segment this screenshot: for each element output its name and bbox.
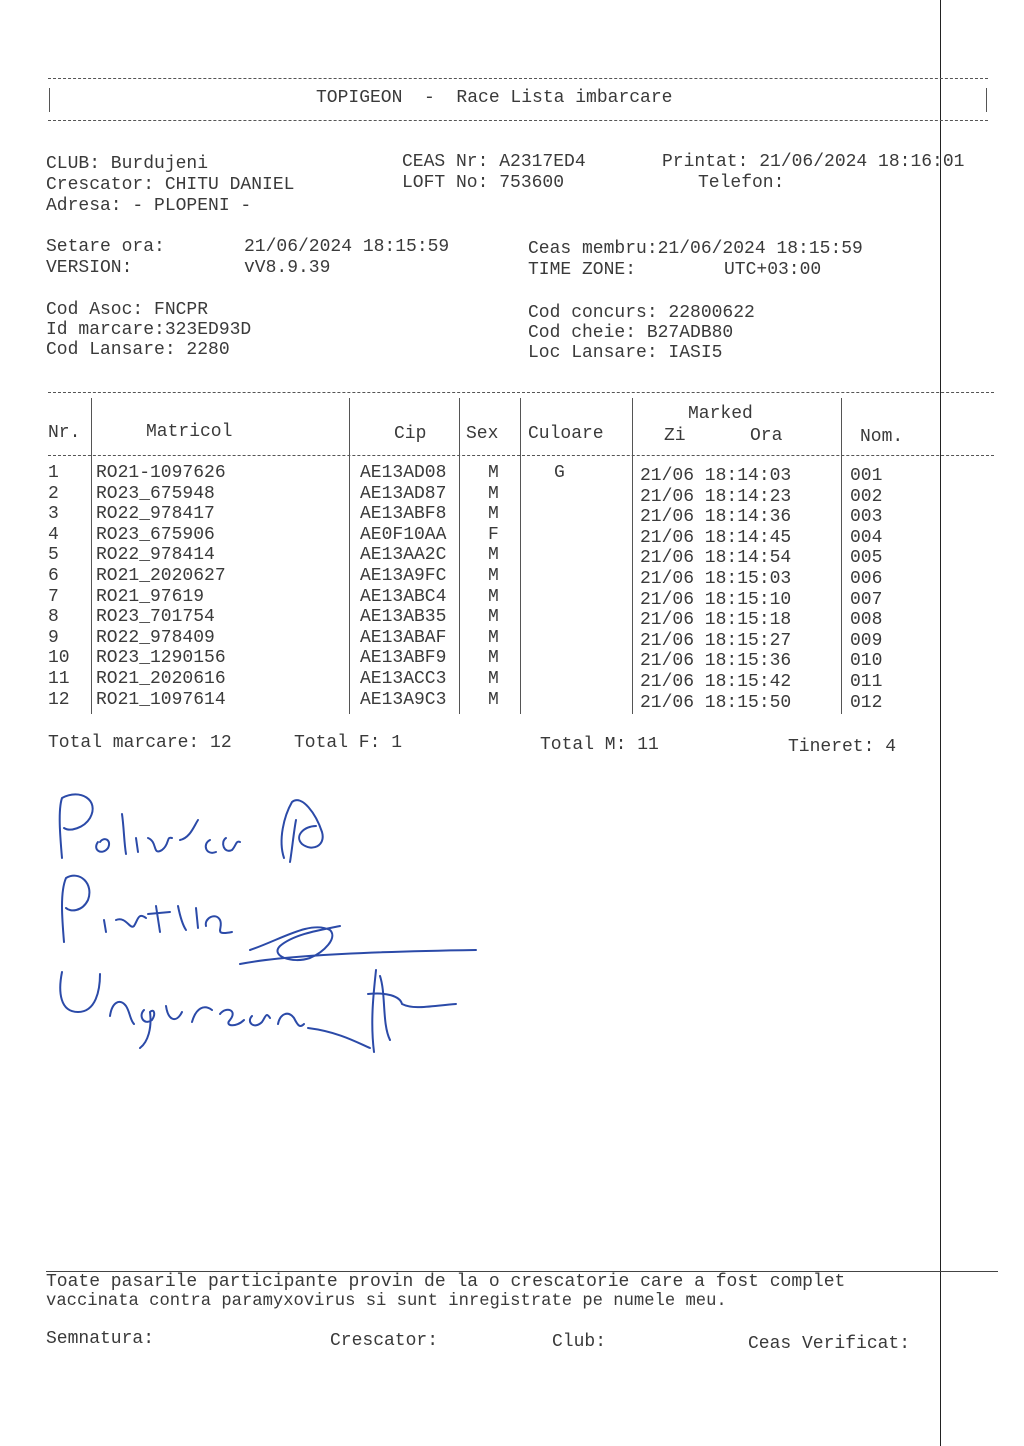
ceas-nr: CEAS Nr: A2317ED4	[402, 152, 586, 172]
table-row	[48, 648, 664, 669]
cell-cip: AE13ABC4	[360, 586, 447, 607]
table-row-marked	[640, 466, 882, 487]
cell-nr: 1	[48, 463, 59, 483]
handwritten-signatures	[40, 780, 500, 1070]
loc-lansare: Loc Lansare: IASI5	[528, 343, 723, 363]
table-row	[48, 669, 664, 690]
cell-cip: AE13A9FC	[360, 565, 447, 586]
cell-sex: M	[488, 586, 499, 607]
cell-nr: 5	[48, 545, 59, 566]
ceas-verificat-label: Ceas Verificat:	[748, 1334, 911, 1354]
cell-zi-ora: 21/06 18:15:50	[640, 692, 792, 713]
cod-lansare: Cod Lansare: 2280	[46, 340, 230, 360]
title-box-right-border	[986, 88, 987, 112]
cell-cip: AE13AD87	[360, 483, 447, 504]
cell-nr: 6	[48, 565, 59, 586]
cell-zi-ora: 21/06 18:15:03	[640, 568, 792, 589]
cell-sex: M	[488, 648, 499, 669]
cell-sex: M	[488, 627, 499, 648]
table-row-marked	[640, 651, 882, 672]
cell-zi-ora: 21/06 18:14:54	[640, 548, 792, 569]
cell-culoare: G	[554, 463, 565, 483]
cell-matricol: RO23_675906	[96, 524, 215, 545]
table-row	[48, 587, 664, 608]
cell-nom: 002	[850, 486, 883, 507]
tineret: Tineret: 4	[788, 737, 897, 757]
table-row	[48, 607, 664, 628]
cell-nr: 2	[48, 483, 59, 504]
cell-sex: F	[488, 524, 499, 545]
cell-matricol: RO22_978417	[96, 504, 215, 525]
time-zone-value: UTC+03:00	[724, 260, 822, 280]
cell-cip: AE13A9C3	[360, 689, 447, 710]
time-zone-label: TIME ZONE:	[528, 260, 637, 280]
table-row	[48, 463, 664, 484]
cell-sex: M	[488, 545, 499, 566]
cell-matricol: RO21_97619	[96, 586, 205, 607]
cell-nom: 001	[850, 466, 883, 486]
cod-concurs: Cod concurs: 22800622	[528, 303, 755, 323]
cell-matricol: RO22_978409	[96, 627, 215, 648]
table-row-marked	[640, 507, 882, 528]
cell-cip: AE13AA2C	[360, 545, 447, 566]
cell-nr: 9	[48, 627, 59, 648]
table-row-marked	[640, 672, 882, 693]
table-row-marked	[640, 590, 882, 611]
total-f: Total F: 1	[294, 733, 403, 753]
cell-zi-ora: 21/06 18:14:23	[640, 486, 792, 507]
col-header-zi: Zi	[664, 426, 686, 446]
col-header-matricol: Matricol	[146, 422, 233, 442]
cell-nom: 005	[850, 548, 883, 569]
table-row	[48, 545, 664, 566]
club-signature-label: Club:	[552, 1332, 607, 1352]
cell-nom: 009	[850, 630, 883, 651]
table-row	[48, 504, 664, 525]
col-header-nom: Nom.	[860, 427, 904, 447]
club-line: CLUB: Burdujeni	[46, 154, 209, 174]
cell-sex: M	[488, 689, 499, 710]
table-row	[48, 525, 664, 546]
cell-nom: 010	[850, 651, 883, 672]
total-m: Total M: 11	[540, 735, 659, 755]
semnatura-label: Semnatura:	[46, 1329, 155, 1349]
cell-sex: M	[488, 504, 499, 525]
declaration-line-1: Toate pasarile participante provin de la o crescatorie care a fost complet	[46, 1272, 846, 1292]
table-row-marked	[640, 528, 882, 549]
cell-sex: M	[488, 463, 499, 483]
telefon-label: Telefon:	[698, 173, 785, 193]
cell-nom: 004	[850, 527, 883, 548]
cell-sex: M	[488, 607, 499, 628]
table-row	[48, 690, 664, 711]
pigeon-table-right	[640, 466, 882, 713]
cell-nr: 11	[48, 668, 70, 689]
title-box-top-border	[48, 78, 988, 79]
total-marcare: Total marcare: 12	[48, 733, 232, 753]
setare-ora-value: 21/06/2024 18:15:59	[244, 237, 450, 257]
version-label: VERSION:	[46, 258, 133, 278]
col-header-nr: Nr.	[48, 423, 81, 443]
crescator-line: Crescator: CHITU DANIEL	[46, 175, 295, 195]
declaration-line-2: vaccinata contra paramyxovirus si sunt inregistrate pe numele meu.	[46, 1292, 727, 1311]
col-header-marked: Marked	[688, 404, 753, 424]
cell-nom: 006	[850, 568, 883, 589]
table-row-marked	[640, 693, 882, 714]
page-edge-line	[940, 0, 941, 1446]
col-header-cip: Cip	[394, 424, 427, 444]
table-row-marked	[640, 487, 882, 508]
cell-nom: 011	[850, 671, 883, 692]
cell-nom: 003	[850, 507, 883, 528]
table-row-marked	[640, 569, 882, 590]
cell-nr: 7	[48, 586, 59, 607]
cell-zi-ora: 21/06 18:14:36	[640, 507, 792, 528]
table-row-marked	[640, 610, 882, 631]
table-row	[48, 628, 664, 649]
cell-zi-ora: 21/06 18:15:10	[640, 589, 792, 610]
cell-nr: 12	[48, 689, 70, 710]
printat-timestamp: Printat: 21/06/2024 18:16:01	[662, 152, 965, 172]
cod-asoc: Cod Asoc: FNCPR	[46, 300, 209, 320]
crescator-signature-label: Crescator:	[330, 1331, 439, 1351]
cell-nr: 10	[48, 648, 70, 669]
cell-nom: 007	[850, 589, 883, 610]
loft-no: LOFT No: 753600	[402, 173, 565, 193]
cell-zi-ora: 21/06 18:15:27	[640, 630, 792, 651]
table-row	[48, 566, 664, 587]
cell-zi-ora: 21/06 18:15:36	[640, 651, 792, 672]
cell-sex: M	[488, 565, 499, 586]
cell-sex: M	[488, 668, 499, 689]
adresa-line: Adresa: - PLOPENI -	[46, 196, 252, 216]
cell-zi-ora: 21/06 18:15:42	[640, 671, 792, 692]
pigeon-table-left	[48, 463, 664, 710]
cell-matricol: RO23_675948	[96, 483, 215, 504]
table-row	[48, 484, 664, 505]
cell-matricol: RO21-1097626	[96, 463, 226, 483]
cell-zi-ora: 21/06 18:14:45	[640, 527, 792, 548]
cell-matricol: RO21_2020616	[96, 668, 226, 689]
cell-nr: 8	[48, 607, 59, 628]
cell-cip: AE13ABF8	[360, 504, 447, 525]
cell-sex: M	[488, 483, 499, 504]
cell-matricol: RO23_1290156	[96, 648, 226, 669]
col-header-sex: Sex	[466, 424, 499, 444]
cell-matricol: RO21_2020627	[96, 565, 226, 586]
table-top-border	[48, 392, 994, 393]
cell-cip: AE13ACC3	[360, 668, 447, 689]
cell-cip: AE0F10AA	[360, 524, 447, 545]
col-header-culoare: Culoare	[528, 424, 604, 444]
cell-cip: AE13ABAF	[360, 627, 447, 648]
cod-cheie: Cod cheie: B27ADB80	[528, 323, 734, 343]
cell-nr: 4	[48, 524, 59, 545]
cell-nom: 012	[850, 692, 883, 713]
table-row-marked	[640, 631, 882, 652]
cell-nom: 008	[850, 610, 883, 631]
cell-nr: 3	[48, 504, 59, 525]
report-title: TOPIGEON - Race Lista imbarcare	[316, 88, 673, 108]
cell-cip: AE13AB35	[360, 607, 447, 628]
title-box-left-border	[49, 88, 50, 112]
version-value: vV8.9.39	[244, 258, 331, 278]
cell-cip: AE13ABF9	[360, 648, 447, 669]
cell-matricol: RO21_1097614	[96, 689, 226, 710]
col-header-ora: Ora	[750, 426, 783, 446]
ceas-membru: Ceas membru:21/06/2024 18:15:59	[528, 239, 863, 259]
table-header-divider	[48, 455, 994, 456]
cell-matricol: RO22_978414	[96, 545, 215, 566]
setare-ora-label: Setare ora:	[46, 237, 165, 257]
cell-zi-ora: 21/06 18:15:18	[640, 610, 792, 631]
cell-cip: AE13AD08	[360, 463, 447, 483]
id-marcare: Id marcare:323ED93D	[46, 320, 252, 340]
cell-matricol: RO23_701754	[96, 607, 215, 628]
cell-zi-ora: 21/06 18:14:03	[640, 466, 792, 486]
title-box-bottom-border	[48, 120, 988, 121]
table-row-marked	[640, 548, 882, 569]
